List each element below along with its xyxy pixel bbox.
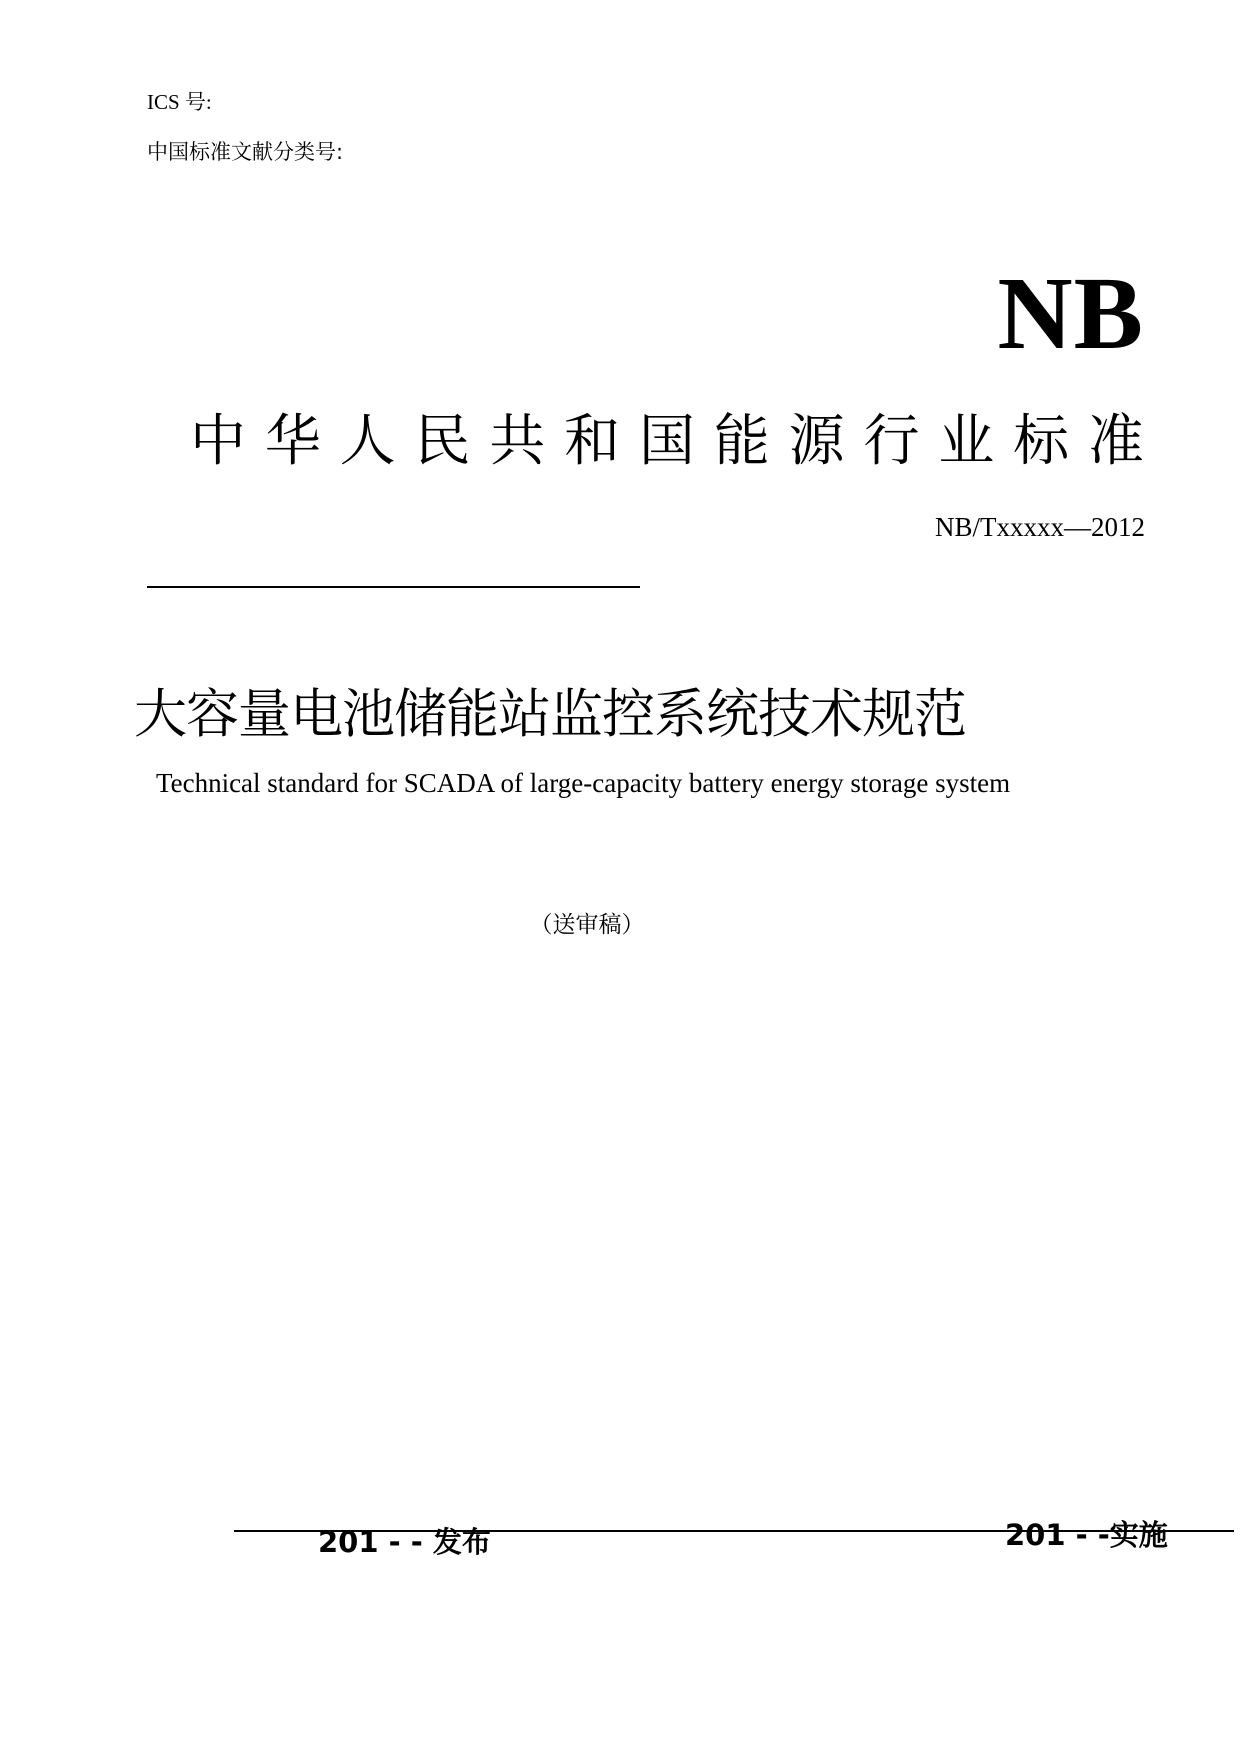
standard-name-char: 共 [489,409,546,474]
nb-logo: NB [997,256,1144,371]
standard-name-char: 行 [863,409,920,474]
standard-name-char: 国 [638,409,695,474]
standard-name-char: 中 [190,409,246,474]
ics-number-label: ICS 号: [147,90,212,114]
chinese-classification-label: 中国标准文献分类号: [147,140,344,164]
standard-name-char: 人 [339,409,396,474]
standard-name-char: 标 [1013,409,1070,474]
header-divider [147,586,640,588]
standard-name-char: 华 [264,409,321,474]
standard-name-char: 准 [1087,409,1144,474]
standard-name-char: 业 [938,409,995,474]
standard-category-name [190,409,1144,474]
standard-name-char: 源 [788,409,845,474]
standard-name-char: 和 [564,409,621,474]
standard-code: NB/Txxxxx—2012 [934,512,1145,542]
draft-status: （送审稿） [529,912,645,938]
publish-date: 201 - - 发布 [318,1525,491,1559]
standard-name-char: 民 [414,409,471,474]
implementation-date: 201 - -实施 [1005,1518,1168,1552]
standard-name-char: 能 [713,409,770,474]
document-title-cn: 大容量电池储能站监控系统技术规范 [134,684,966,745]
document-title-en: Technical standard for SCADA of large-capacity battery energy storage system [156,768,1011,798]
